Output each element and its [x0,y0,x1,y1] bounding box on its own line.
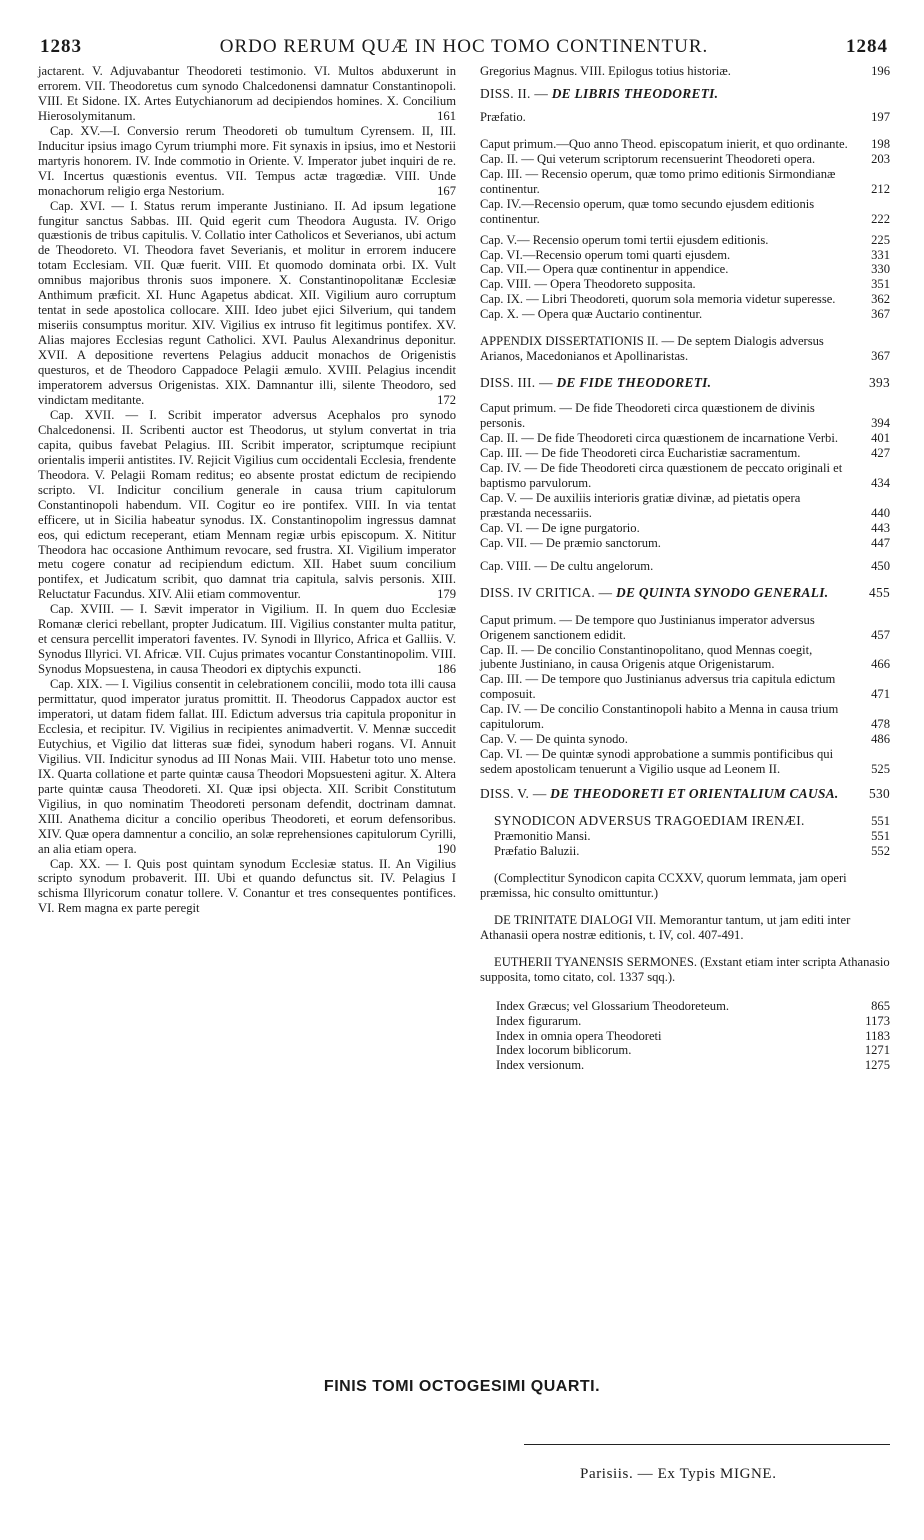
toc-item [480,732,890,747]
toc-page: 212 [871,181,890,196]
toc-page: 471 [871,687,890,702]
toc-text: Index figurarum. [496,1013,582,1028]
dissertation-heading [480,87,890,102]
index-list [480,999,890,1074]
toc-page: 362 [871,292,890,307]
toc-text: Caput primum. — De fide Theodoreti circa quæstionem de divinis personis. [480,401,815,431]
toc-text: Cap. IV.—Recensio operum, quæ tomo secundo ejusdem editionis continentur. [480,196,815,226]
synodicon-note: (Complectitur Synodicon capita CCXXV, quorum lemmata, jam operi præmissa, hic consulto omittuntur.) [480,870,847,900]
toc-text: Cap. IX. — Libri Theodoreti, quorum sola memoria videtur superesse. [480,292,836,307]
right-column [480,64,890,1073]
toc-text: Cap. VI.—Recensio operum tomi quarti ejusdem. [480,247,731,262]
toc-page: 427 [871,446,890,461]
toc-text: Index locorum biblicorum. [496,1043,632,1058]
chapter-entry [38,677,456,856]
toc-page: 351 [871,277,890,292]
toc-page: 530 [869,786,890,802]
toc-page: 455 [869,584,890,600]
toc-item [480,747,890,777]
toc-text: Index versionum. [496,1058,585,1073]
toc-page: 331 [871,247,890,262]
toc-text: Cap. III. — De tempore quo Justinianus adversus tria capitula edictum composuit. [480,672,836,702]
lead-in-line [480,64,890,79]
toc-item [480,536,890,551]
toc-item [480,521,890,536]
dissertation-heading [480,586,890,601]
toc-page: 447 [871,535,890,550]
heading-title: DE QUINTA SYNODO GENERALI. [615,584,829,600]
lead-in-text: Gregorius Magnus. VIII. Epilogus totius historiæ. [480,64,731,78]
toc-text: Cap. II. — De fide Theodoreti circa quæstionem de incarnatione Verbi. [480,431,838,446]
chapter-entry-page: 190 [437,841,456,856]
toc-item [480,431,890,446]
chapter-entry-text: Cap. XV.—I. Conversio rerum Theodoreti ob tumultum Cyrensem. II, III. Inducitur ipsius imago Cyrum triumphi more. Fit synaxis in ipsius, imo et Nestorii martyris honorem. IV. Inde commotio in Oriente. V. Imperator jubet inquiri de re. VI. Incertus quæstionis eventus. VII. Tempus actæ tragœdiæ. VIII. Unde monachorum religio erga Nestorium. [38,123,456,198]
synodicon-heading [480,814,890,829]
heading-prefix: DISS. III. — [480,375,553,391]
heading-title: SYNODICON ADVERSUS TRAGOEDIAM IRENÆI. [494,813,805,829]
heading-title: DE LIBRIS THEODORETI. [551,85,719,101]
toc-page: 478 [871,717,890,732]
toc-page: 1275 [864,1058,890,1073]
footer-rule [524,1444,890,1445]
toc-item [480,167,890,197]
heading-prefix: DISS. V. — [480,786,547,802]
toc-text: Cap. V. — De quinta synodo. [480,732,628,747]
toc-text: Cap. III. — Recensio operum, quæ tomo primo editionis Sirmondianæ continentur. [480,166,836,196]
dissertation-heading [480,787,890,802]
toc-text: Præfatio Baluzii. [494,843,580,858]
toc-page: 443 [871,520,890,535]
toc-item [480,702,890,732]
toc-text: Cap. IV. — De concilio Constantinopoli habito a Menna in causa trium capitulorum. [480,702,839,732]
toc-page: 203 [871,151,890,166]
toc-item [480,262,890,277]
heading-title: DE THEODORETI ET ORIENTALIUM CAUSA. [550,786,839,802]
chapter-entry-page: 172 [437,392,456,407]
de-trinitate-entry: DE TRINITATE DIALOGI VII. Memorantur tantum, ut jam editi inter Athanasii opera nostræ editionis, t. IV, col. 407-491. [480,912,851,942]
toc-text: Cap. VI. — De igne purgatorio. [480,520,640,535]
toc-text: Cap. II. — De concilio Constantinopolitano, quod Mennas coegit, jubente Justiniano, in causa Origenis atque Origenistarum. [480,642,813,672]
left-column [38,64,456,916]
page-number-left: 1283 [40,36,82,57]
toc-item [480,137,890,152]
heading-prefix: DISS. IV CRITICA. — [480,584,613,600]
toc-page: 197 [871,109,890,124]
page-number-right: 1284 [846,36,888,57]
page-header [40,36,888,60]
toc-page: 551 [871,828,890,843]
toc-text: Cap. V.— Recensio operum tomi tertii ejusdem editionis. [480,232,769,247]
eutherii-entry: EUTHERII TYANENSIS SERMONES. (Exstant etiam inter scripta Athanasio supposita, tomo citato, col. 1337 sqq.). [480,954,890,984]
chapter-entry-text: Cap. XVII. — I. Scribit imperator adversus Acephalos pro synodo Chalcedonensi. II. Scribenti auctor est Theodorus, ut stylum convertat in tria capita, quibus favebat Pelagius. III. Scribit imperator, scriptumque recipiunt orientalis imperii antistites. IV. Rejicit Vigilius cum occidentali Ecclesia, frendente Theodora. V. Pelagii Romam reditus; eo absente prostat edictum de recipiendo scripto. VI. Indicitur concilium generale in causa trium capitulorum Constantinopoli habendum. VII. Cogitur eo ire pontifex. VIII. In via tentat efficere, ut in Sicilia habeatur synodus. IX. Constantinopolim ingressus damnat eos, qui edictum receperant, etiam Mennam regiæ urbis episcopum. X. Nititur Theodora hac occasione Anthimum revocare, sed frustra. XI. Vigilium imperator metu cogere conatur ad recipiendum edictum. XII. Habet suum concilium pontifex, et Judicatum scribit, quo damnat tria capitula, salvis personis. XIII. Reluctatur Facundus. XIV. Alii etiam commoventur. [38,407,456,602]
toc-text: Cap. III. — De fide Theodoreti circa Eucharistiæ sacramentum. [480,446,801,461]
running-title: ORDO RERUM QUÆ IN HOC TOMO CONTINENTUR. [219,36,709,57]
toc-text: Cap. II. — Qui veterum scriptorum recensuerint Theodoreti opera. [480,151,816,166]
toc-text: Cap. VIII. — De cultu angelorum. [480,558,654,573]
index-item [480,1014,890,1029]
chapter-entry-text: Cap. XIX. — I. Vigilius consentit in celebrationem concilii, modo tota illi causa permittatur, quod imperator juratus promittit. II. Theodorus Cappadox auctor est imperatori, ut datam fidem fallat. III. Edictum adversus tria capitula proponitur in Ecclesia, et recipitur. IV. Vigilius in recipientes animadvertit. V. Mennæ succedit Eutychius, et Vigilio dat litteras suæ fidei, synodum haberi rogans. VI. Annuit Vigilius. VII. Indicitur synodus ad III Nonas Maii. VIII. Habetur toto uno mense. IX. Quarta collatione et parte quintæ causa Theodori Mopsuesteni agitur. X. Altera parte quintæ causa Theodoreti. XI. Quæ ipsi objecta. XII. Scribit Constitutum Vigilius, in quo nominatim Theodoreti personam defendit, doctrinam damnat. XIII. Anathema dicitur a concilio operibus Theodoreti, et eorum defensoribus. XIV. Quæ opera damnentur a concilio, an solæ reprehensiones capitulorum Cyrilli, an alia etiam opera. [38,677,456,856]
lead-in-page: 161 [437,108,456,123]
chapter-entry-page: 186 [437,662,456,677]
chapter-entry [38,199,456,408]
dissertation-heading [480,376,890,391]
chapter-entry [38,857,456,917]
printer-imprint: Parisiis. — Ex Typis MIGNE. [580,1466,777,1482]
toc-page: 367 [871,307,890,322]
toc-text: Cap. VII. — De præmio sanctorum. [480,535,661,550]
toc-page: 1271 [864,1043,890,1058]
toc-item [480,844,890,859]
toc-item [480,277,890,292]
toc-item [480,152,890,167]
toc-item [480,461,890,491]
toc-item [480,613,890,643]
toc-page: 394 [871,416,890,431]
index-item [480,999,890,1014]
toc-text: Cap. IV. — De fide Theodoreti circa quæstionem de peccato originali et baptismo parvulorum. [480,460,843,490]
heading-prefix: DISS. II. — [480,85,549,101]
lead-in-paragraph [38,64,456,124]
toc-item [480,110,890,125]
chapter-entry-text: Cap. XVI. — I. Status rerum imperante Justiniano. II. Ad ipsum legatione fungitur sanctus Sabbas. III. Quid egerit cum Theodora Augusta. IV. Origo quæstionis de tribus capitulis. V. Collatio inter Catholicos et Severianos, ubi actum de Theodoreto. VI. Theodora favet Severianis, et molitur in errorem inducere totam Ecclesiam. VII. Quæ fuerit. VIII. Et quomodo dominata orbi. IX. Vult omnibus majoribus thronis suos imponere. X. Constantinopolitanæ Ecclesiæ Anthimum præficit. XI. Hunc Agapetus abdicat. XII. Vigilium auro corruptum tentat in sede apostolica collocare. XIII. Ideo jubet ejici Silverium, qui tandem miseriis consumptus moritur. XIV. Vigilius ex intruso fit legitimus pontifex. XV. Alias majores Ecclesias regunt Catholici. XVI. Paulus Alexandrinus deponitur. XVII. A depositione revertens Pelagius adducit monachos de Origenistis questuros, et de Theodoro Cappadoce Pelagii æmulo. XVIII. Pelagius incendit imperatorem adversus Origenistas. XIX. Damnantur illi, silente Theodoro, sed vindictam meditante. [38,198,456,407]
toc-item [480,401,890,431]
toc-item [480,233,890,248]
toc-page: 552 [871,843,890,858]
toc-page: 401 [871,431,890,446]
toc-text: Præmonitio Mansi. [494,828,591,843]
heading-title: DE FIDE THEODORETI. [556,375,712,391]
toc-item [480,446,890,461]
chapter-entry [38,124,456,199]
toc-page: 865 [871,998,890,1013]
chapter-entry-page: 179 [437,587,456,602]
toc-item [480,307,890,322]
toc-page: 440 [871,505,890,520]
toc-text: Præfatio. [480,109,526,124]
finis-line: FINIS TOMI OCTOGESIMI QUARTI. [323,1378,601,1395]
toc-page: 1173 [865,1013,890,1028]
appendix-entry [480,334,890,364]
toc-text: Cap. VIII. — Opera Theodoreto supposita. [480,277,696,292]
toc-text: Index Græcus; vel Glossarium Theodoreteum. [496,998,730,1013]
toc-text: Cap. VII.— Opera quæ continentur in appendice. [480,262,729,277]
toc-item [480,672,890,702]
toc-item [480,248,890,263]
toc-page: 525 [871,762,890,777]
toc-page: 450 [871,558,890,573]
toc-page: 486 [871,732,890,747]
toc-item [480,491,890,521]
chapter-entry-text: Cap. XX. — I. Quis post quintam synodum Ecclesiæ status. II. An Vigilius scripto synodum probaverit. III. Ubi et quando defunctus sit. IV. Pelagius I schisma Illyricorum conatur tollere. V. Conantur et tres consequentes pontifices. VI. Rem magna ex parte peregit [38,856,456,916]
chapter-entry-page: 167 [437,183,456,198]
toc-item [480,197,890,227]
chapter-entry [38,602,456,677]
toc-page: 330 [871,262,890,277]
index-item [480,1043,890,1058]
toc-page: 225 [871,232,890,247]
toc-text: Cap. X. — Opera quæ Auctario continentur. [480,307,703,322]
toc-text: Index in omnia opera Theodoreti [496,1028,662,1043]
chapter-entry [38,408,456,602]
toc-item [480,559,890,574]
toc-text: Cap. V. — De auxiliis interioris gratiæ divinæ, ad pietatis opera præstanda necessariis. [480,490,801,520]
toc-text: Cap. VI. — De quintæ synodi approbatione a summis pontificibus qui sedem apostolicam tenuerunt a Vigilio usque ad Leonem II. [480,747,834,777]
toc-text: APPENDIX DISSERTATIONIS II. — De septem Dialogis adversus Arianos, Macedonianos et Apollinaristas. [480,334,824,364]
index-item [480,1058,890,1073]
lead-in-text: jactarent. V. Adjuvabantur Theodoreti testimonio. VI. Multos abduxerunt in errorem. VII. Theodoretus cum synodo Chalcedonensi damnatur Constantinopoli. VIII. Et Sidone. IX. Artes Eutychianorum ad decipiendos homines. X. Concilium Hierosolymitanum. [38,64,456,123]
toc-page: 466 [871,657,890,672]
toc-page: 457 [871,627,890,642]
toc-item [480,292,890,307]
toc-page: 198 [871,136,890,151]
toc-page: 222 [871,211,890,226]
toc-page: 551 [871,814,890,829]
toc-page: 393 [869,375,890,391]
toc-page: 434 [871,475,890,490]
toc-item [480,829,890,844]
toc-page: 367 [871,349,890,364]
toc-text: Caput primum.—Quo anno Theod. episcopatum inierit, et quo ordinante. [480,136,848,151]
lead-in-page: 196 [871,64,890,78]
chapter-entry-text: Cap. XVIII. — I. Sævit imperator in Vigilium. II. In quem duo Ecclesiæ Romanæ clerici rebellant, propter Judicatum. III. Vigilius constanter multa patitur, et censura percellit imperatori faventes. IV. Synodi in Illyrico, Africa et Galliis. V. Synodus Illyrici. VI. Africæ. VII. Cujus primates vocantur Constantinopolim. VIII. Synodus Mopsuestena, in causa Theodori ex diptychis expuncti. [38,602,457,677]
toc-item [480,643,890,673]
toc-page: 1183 [865,1028,890,1043]
toc-text: Caput primum. — De tempore quo Justinianus imperator adversus Origenem sanctionem edidit. [480,612,815,642]
index-item [480,1029,890,1044]
